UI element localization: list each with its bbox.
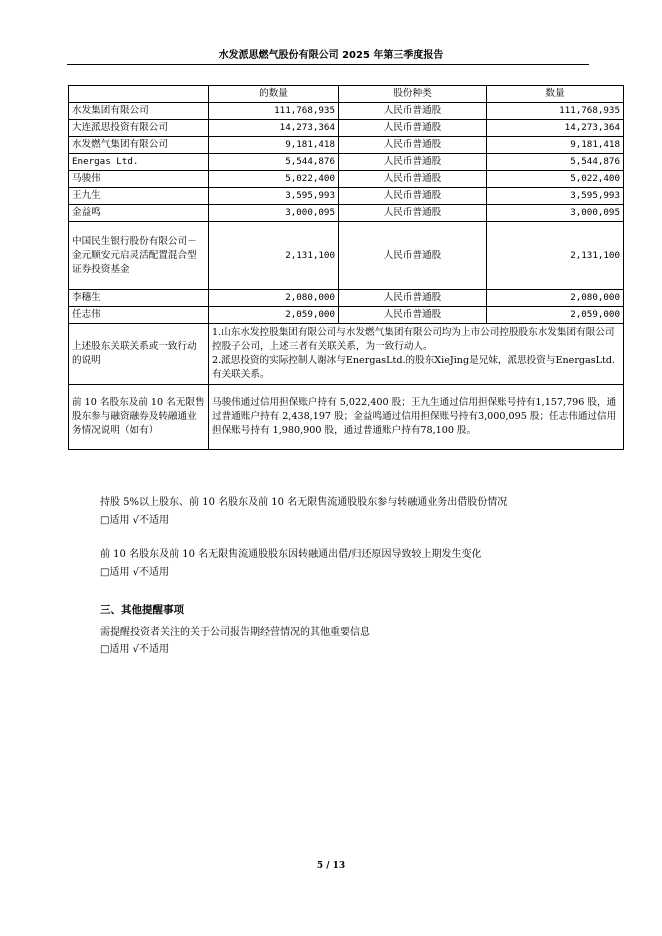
change-disclosure-option: □适用 √不适用	[100, 567, 169, 578]
share-type: 人民币普通股	[339, 103, 487, 120]
table-row	[69, 188, 624, 205]
share-quantity: 3,000,095	[209, 205, 339, 222]
header-cell-share-type: 股份种类	[339, 86, 487, 103]
table-row	[69, 137, 624, 154]
shareholder-name: 大连派思投资有限公司	[69, 120, 209, 137]
relation-label: 上述股东关联关系或一致行动的说明	[69, 324, 209, 385]
relation-item-1: 1.山东水发控股集团有限公司与水发燃气集团有限公司均为上市公司控股股东水发集团有限公司控股子公司，上述三者有关联关系，为一致行动人。	[212, 327, 615, 352]
header-cell-blank	[69, 86, 209, 103]
share-amount: 5,544,876	[487, 154, 624, 171]
share-quantity: 2,080,000	[209, 290, 339, 307]
share-type: 人民币普通股	[339, 290, 487, 307]
margin-trading-label: 前 10 名股东及前 10 名无限售股东参与融资融券及转融通业务情况说明（如有）	[69, 385, 209, 450]
section-text: 需提醒投资者关注的关于公司报告期经营情况的其他重要信息	[100, 627, 370, 638]
share-quantity: 2,059,000	[209, 307, 339, 324]
table-row	[69, 154, 624, 171]
share-type: 人民币普通股	[339, 205, 487, 222]
table-row	[69, 290, 624, 307]
shareholder-name: 马骏伟	[69, 171, 209, 188]
share-amount: 14,273,364	[487, 120, 624, 137]
lending-disclosure-option: □适用 √不适用	[100, 515, 169, 526]
share-type: 人民币普通股	[339, 307, 487, 324]
share-type: 人民币普通股	[339, 222, 487, 290]
share-amount: 2,059,000	[487, 307, 624, 324]
shareholder-name: 任志伟	[69, 307, 209, 324]
table-row	[69, 222, 624, 290]
shareholder-name: 中国民生银行股份有限公司－金元顺安元启灵活配置混合型证券投资基金	[69, 222, 209, 290]
margin-trading-description: 马骏伟通过信用担保账户持有 5,022,400 股；王九生通过信用担保账号持有1,157,796 股，通过普通账户持有 2,438,197 股；金益鸣通过信用担保账号持有3,000,095 股；任志伟通过信用担保账号持有 1,980,900 股，通过普通账户持有78,100 股。	[209, 385, 624, 450]
share-quantity: 5,022,400	[209, 171, 339, 188]
share-quantity: 2,131,100	[209, 222, 339, 290]
share-amount: 111,768,935	[487, 103, 624, 120]
relation-description	[209, 324, 624, 385]
page-number: 5 / 13	[316, 861, 346, 871]
shareholder-name: Energas Ltd.	[69, 154, 209, 171]
section-title: 三、其他提醒事项	[100, 604, 184, 616]
share-quantity: 3,595,993	[209, 188, 339, 205]
share-quantity: 9,181,418	[209, 137, 339, 154]
relation-item-2: 2.派思投资的实际控制人谢冰与EnergasLtd.的股东XieJing是兄妹，派思投资与EnergasLtd.有关联关系。	[212, 355, 616, 380]
share-type: 人民币普通股	[339, 120, 487, 137]
header-rule	[67, 64, 589, 65]
share-type: 人民币普通股	[339, 137, 487, 154]
table-row	[69, 103, 624, 120]
share-type: 人民币普通股	[339, 188, 487, 205]
share-amount: 5,022,400	[487, 171, 624, 188]
share-type: 人民币普通股	[339, 171, 487, 188]
share-amount: 3,000,095	[487, 205, 624, 222]
relation-row	[69, 324, 624, 385]
table-row	[69, 171, 624, 188]
share-quantity: 14,273,364	[209, 120, 339, 137]
shareholder-name: 王九生	[69, 188, 209, 205]
share-quantity: 111,768,935	[209, 103, 339, 120]
header-cell-quantity: 的数量	[209, 86, 339, 103]
share-quantity: 5,544,876	[209, 154, 339, 171]
shareholder-table	[68, 85, 624, 450]
page-header-title: 水发派思燃气股份有限公司 2025 年第三季度报告	[218, 50, 444, 61]
share-amount: 2,131,100	[487, 222, 624, 290]
share-amount: 9,181,418	[487, 137, 624, 154]
table-row	[69, 205, 624, 222]
shareholder-name: 水发集团有限公司	[69, 103, 209, 120]
share-amount: 2,080,000	[487, 290, 624, 307]
table-row	[69, 307, 624, 324]
change-disclosure-text: 前 10 名股东及前 10 名无限售流通股股东因转融通出借/归还原因导致较上期发生变化	[100, 549, 482, 560]
margin-trading-row	[69, 385, 624, 450]
section-option: □适用 √不适用	[100, 644, 169, 655]
lending-disclosure-text: 持股 5%以上股东、前 10 名股东及前 10 名无限售流通股股东参与转融通业务出借股份情况	[100, 497, 508, 508]
table-row	[69, 120, 624, 137]
table-header-row	[69, 86, 624, 103]
shareholder-name: 水发燃气集团有限公司	[69, 137, 209, 154]
shareholder-name: 金益鸣	[69, 205, 209, 222]
shareholder-name: 李穗生	[69, 290, 209, 307]
header-cell-amount: 数量	[487, 86, 624, 103]
share-amount: 3,595,993	[487, 188, 624, 205]
share-type: 人民币普通股	[339, 154, 487, 171]
